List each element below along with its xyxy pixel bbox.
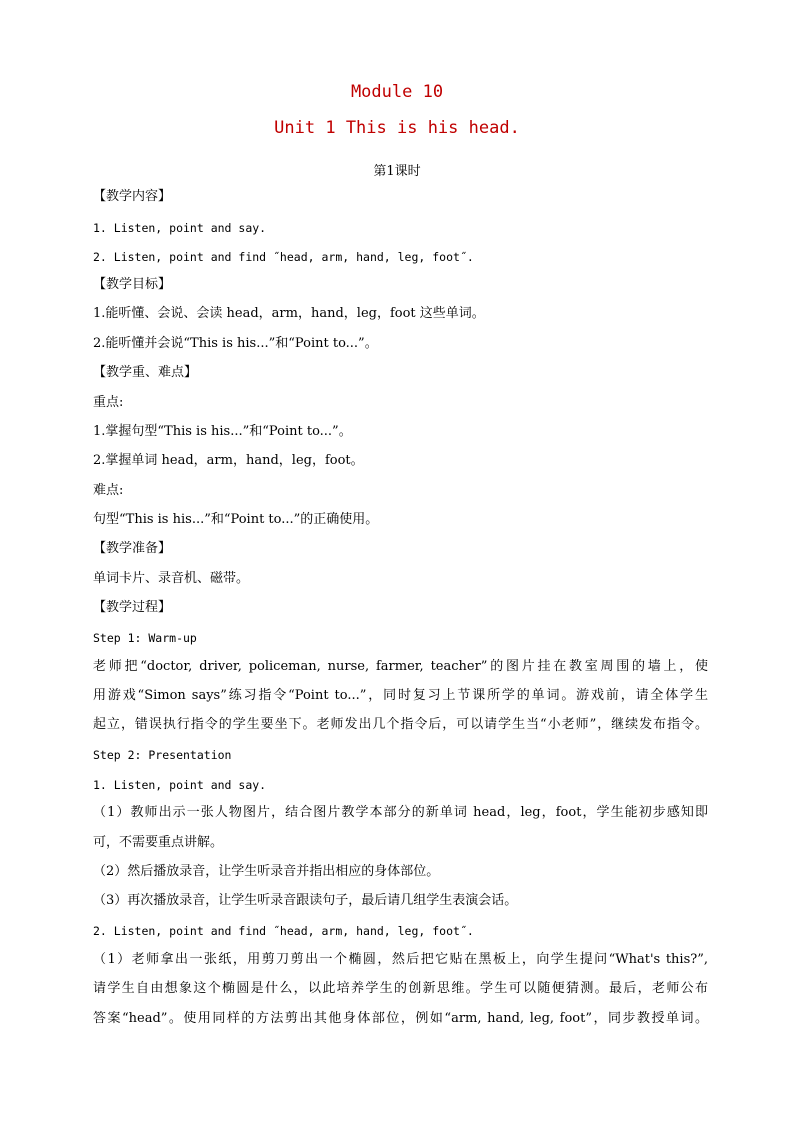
paragraph-line: （1）教师出示一张人物图片，结合图片教学本部分的新单词 head，leg，foot，学生能初步感知即 — [93, 805, 708, 820]
paragraph-line: 老师把“doctor, driver, policeman, nurse, farmer, teacher”的图片挂在教室周围的墙上，使 — [93, 659, 708, 674]
paragraph-line: 答案“head”。使用同样的方法剪出其他身体部位，例如“arm, hand, leg, foot”，同步教授单词。 — [93, 1011, 708, 1026]
paragraph-line: 起立，错误执行指令的学生要坐下。老师发出几个指令后，可以请学生当“小老师”，继续发布指令。 — [93, 717, 708, 732]
key-point-item: 1.掌握句型“This is his...”和“Point to...”。 — [93, 424, 352, 439]
preparation-item: 单词卡片、录音机、磁带。 — [93, 571, 250, 586]
paragraph-line: （1）老师拿出一张纸，用剪刀剪出一个椭圆，然后把它贴在黑板上，向学生提问“What's this?”, — [93, 952, 708, 967]
goal-item: 1.能听懂、会说、会读 head，arm，hand，leg，foot 这些单词。 — [93, 306, 485, 321]
key-point-item: 2.掌握单词 head，arm，hand，leg，foot。 — [93, 453, 364, 468]
step-heading: Step 2: Presentation — [93, 748, 232, 762]
paragraph-line: （3）再次播放录音，让学生听录音跟读句子，最后请几组学生表演会话。 — [93, 893, 518, 908]
section-heading-process: 【教学过程】 — [93, 600, 172, 615]
section-heading-goals: 【教学目标】 — [93, 277, 172, 292]
section-heading-content: 【教学内容】 — [93, 189, 172, 204]
paragraph-line: 用游戏“Simon says”练习指令“Point to...”，同时复习上节课所学的单词。游戏前，请全体学生 — [93, 688, 708, 703]
module-title: Module 10 — [350, 82, 444, 102]
section-heading-key-points: 【教学重、难点】 — [93, 365, 198, 380]
content-item: 2. Listen, point and find ˝head, arm, hand, leg, foot˝. — [93, 250, 474, 264]
section-heading-preparation: 【教学准备】 — [93, 541, 172, 556]
subheading: 重点: — [93, 395, 124, 410]
subheading: 难点: — [93, 483, 124, 498]
unit-title: Unit 1 This is his head. — [274, 118, 520, 138]
paragraph-line: （2）然后播放录音，让学生听录音并指出相应的身体部位。 — [93, 864, 440, 879]
lesson-label: 第1课时 — [373, 164, 421, 179]
content-item: 2. Listen, point and find ˝head, arm, hand, leg, foot˝. — [93, 924, 474, 938]
step-heading: Step 1: Warm-up — [93, 631, 197, 645]
goal-item: 2.能听懂并会说“This is his...”和“Point to...”。 — [93, 336, 378, 351]
content-item: 1. Listen, point and say. — [93, 778, 267, 792]
paragraph-line: 可，不需要重点讲解。 — [93, 835, 224, 850]
paragraph-line: 请学生自由想象这个椭圆是什么，以此培养学生的创新思维。学生可以随便猜测。最后，老师公布 — [93, 981, 708, 996]
content-item: 1. Listen, point and say. — [93, 221, 267, 235]
difficulty-item: 句型“This is his...”和“Point to...”的正确使用。 — [93, 512, 379, 527]
